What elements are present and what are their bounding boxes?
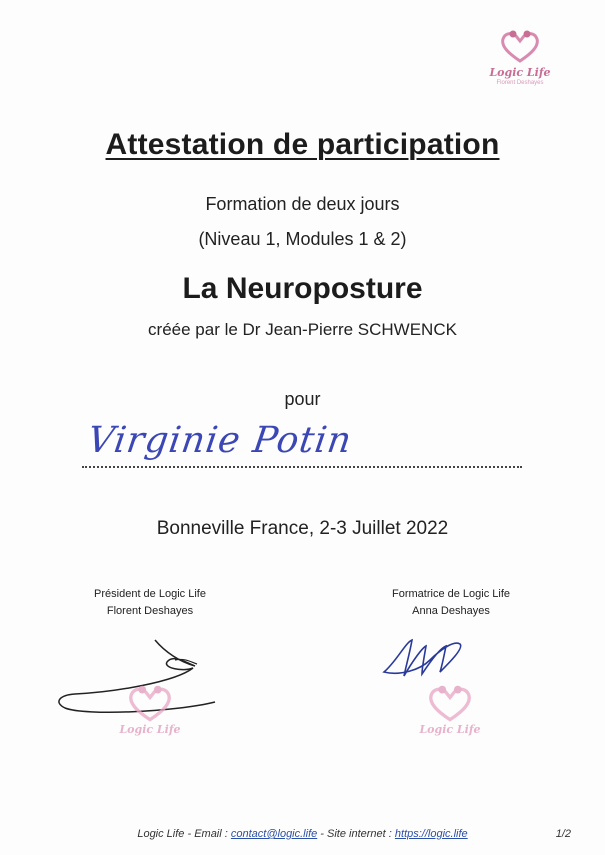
- logo-brand: Logic Life: [489, 66, 551, 79]
- course-name: La Neuroposture: [182, 272, 423, 305]
- footer: [0, 828, 605, 840]
- signatory-name: Anna Deshayes: [412, 605, 490, 617]
- stamp-right: [418, 683, 482, 736]
- for-label: pour: [284, 389, 321, 409]
- stamp-hearts-icon: [124, 683, 176, 723]
- signatory-right: [356, 586, 546, 620]
- author-line: créée par le Dr Jean-Pierre SCHWENCK: [148, 320, 457, 339]
- logo-hearts-icon: [498, 28, 542, 64]
- place-date: Bonneville France, 2-3 Juillet 2022: [156, 518, 449, 539]
- footer-email-link[interactable]: contact@logic.life: [230, 828, 318, 840]
- logo-tagline: Florent Deshayes: [496, 80, 544, 86]
- signatory-role: Président de Logic Life: [94, 588, 206, 600]
- stamp-text: Logic Life: [419, 723, 481, 736]
- signatory-left: [55, 586, 245, 620]
- stamp-left: [118, 683, 182, 736]
- subtitle-duration: Formation de deux jours: [205, 194, 400, 214]
- stamp-text: Logic Life: [119, 723, 181, 736]
- footer-prefix: Logic Life - Email :: [137, 828, 231, 840]
- subtitle-level: (Niveau 1, Modules 1 & 2): [198, 229, 407, 249]
- page-title: Attestation de participation: [105, 128, 500, 161]
- participant-name: Virginie Potin: [85, 420, 355, 461]
- footer-site-link[interactable]: https://logic.life: [394, 828, 468, 840]
- page-number: 1/2: [555, 828, 571, 840]
- stamp-hearts-icon: [424, 683, 476, 723]
- signatory-role: Formatrice de Logic Life: [392, 588, 510, 600]
- participant-line: [82, 466, 522, 468]
- signatory-name: Florent Deshayes: [106, 605, 194, 617]
- footer-middle: - Site internet :: [317, 828, 395, 840]
- logo: [480, 28, 560, 98]
